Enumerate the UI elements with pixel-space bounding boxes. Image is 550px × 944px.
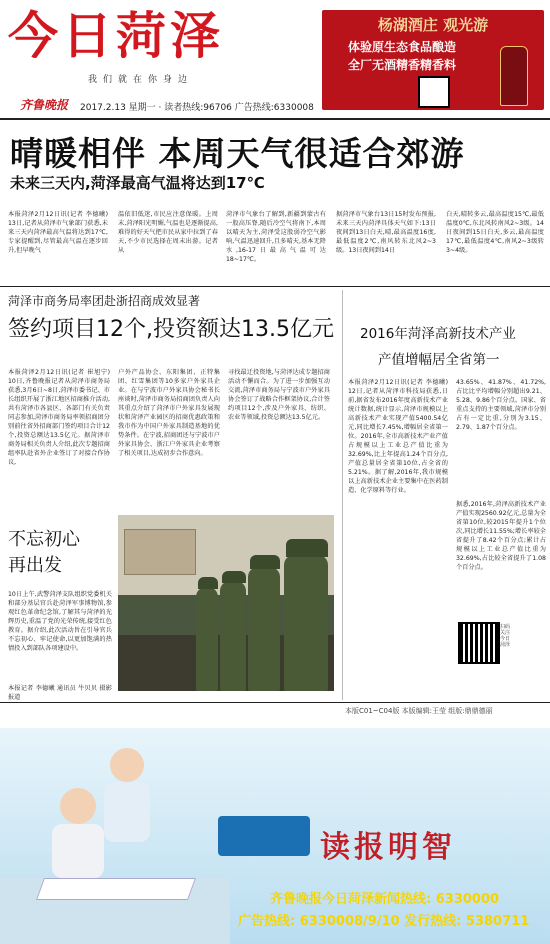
brand-logo: 齐鲁晚报 [20, 98, 69, 112]
photo-display-case [124, 529, 196, 575]
top-ad-title: 杨湖酒庄 观光游 [377, 16, 489, 34]
wine-bottle-icon [500, 46, 528, 106]
story4-headline-line1[interactable]: 不忘初心 [8, 529, 80, 550]
child-figure [60, 788, 96, 824]
lead-col-5: 白天,晴转多云,最高温度15℃,最低温度0℃,东北风转南风2~3级。14日夜间到15日白天,多云,最高温度17℃,最低温度4℃,南风2~3级转3~4级。 [446, 211, 544, 254]
story3-col-1: 本报菏泽2月12日讯(记者 李德曦) 12日,记者从菏泽市科技局获悉,日前,据省发布2016年度高新技术产业统计数据,统计显示,菏泽市规模以上高新技术产业实现产值5400.54亿元,同比增长7.45%,增幅居全省第一位。2016年,全市高新技术产业产值占规模以上工业总产值比重为32.69%,比上年提高1.24个百分点,产值总量居全省第10位,占全省的5.21%。据了解,2016年,我市规模以上高新技术企业主要集中在医药制造、化学原料等行业。 [348, 379, 448, 494]
divider [0, 286, 550, 287]
top-ad-line1: 体验原生态食品酿造 [347, 40, 456, 54]
masthead [0, 0, 550, 120]
top-advertisement[interactable] [322, 10, 544, 110]
lead-col-4: 据菏泽市气象台13日15时发布预报,未来三天内菏泽具体天气如下:13日夜间到13日白天,晴,最高温度16度,最低温度2℃,南风转东北风2~3级。13日夜间到14日 [336, 211, 436, 254]
story3-col-3: 据悉,2016年,菏泽高新技术产业产值实现2560.92亿元,总量为全省第10位,较2015年提升1个位次,同比增长11.55%;增长率较全省提升了8.42个百分点;累计占规模以上工业总产值比重为32.69%,占比较全省提升了1.08个百分点。 [456, 501, 546, 571]
ad-news-hotline: 齐鲁晚报今日菏泽新闻热线: 6330000 [270, 892, 500, 907]
lead-headline[interactable]: 晴暖相伴 本周天气很适合郊游 [10, 134, 465, 173]
story3-col-2: 43.65%、41.87%、41.72%,占比比平均增幅分别超出9.21、5.28、9.86个百分点。国家、省重点支持的主要领域,菏泽市分别占有一定比重,分别为3.15、2.79、1.87个百分点。 [456, 379, 546, 431]
divider [0, 702, 550, 703]
qr-code-icon[interactable] [458, 622, 500, 664]
masthead-slogan: 我们就在你身边 [88, 75, 194, 85]
soldier-cap [222, 571, 246, 583]
ad-speech-tag [218, 816, 310, 856]
story2-col-1: 本报菏泽2月12日讯(记者 崔旭宁) 10日,齐鲁晚报记者从菏泽市商务局获悉,3月6日~8日,菏泽市委书记、市长组织开展了浙江地区招商推介活动,共有菏泽市各县区、各部门有关负责同志参加,菏泽市商务局率领招商团分别前往省外招商部门签约项目合计12个,投资总额达13.5亿元。据菏泽市商务局相关负责人介绍,此次专题招商组率队赴省外企业签订了对接合作协议, [8, 369, 110, 466]
bottom-advertisement[interactable] [0, 728, 550, 944]
lead-subhead: 未来三天内,菏泽最高气温将达到17℃ [10, 174, 265, 192]
open-book-icon [36, 878, 196, 900]
story2-col-2: 户外产品协会、东阳集团、正特集团、红雪集团等10多家户外家具企业。在与宁波市户外家具协会秘书长座谈时,菏泽市商务局招商团负责人向其重点介绍了菏泽市户外家具发展现状和菏泽产业园区的招商优惠政策和我市作为中国户外家具制造基地的优势条件。在宁波,招商团还与宁波市户外家具协会、浙江户外家具企业考察了相关项目,达成初步合作意向。 [118, 369, 220, 457]
story4-headline-line2[interactable]: 再出发 [8, 555, 62, 576]
story2-headline[interactable]: 签约项目12个,投资额达13.5亿元 [8, 317, 334, 342]
soldiers-photo [118, 515, 334, 691]
story4-text: 10日上午,武警菏泽支队组织党委机关和部分基层官兵赴菏泽军事博物馆,参观红色革命纪念馆,了解其与菏泽的光辉历史,重温了党的光荣传统,接受红色教育。据介绍,此次活动旨在引导官兵不忘初心、牢记使命,以更加饱满的热情投入到部队各项建设中。 [8, 591, 112, 652]
qr-caption: 扫码关注今日菏泽 [500, 624, 511, 648]
page-info: 本版C01~C04版 本版编辑:王莹 组版:鼎鼎德丽 [345, 707, 493, 715]
story3-headline-line1[interactable]: 2016年菏泽高新技术产业 [360, 326, 516, 342]
soldier-cap [250, 555, 280, 569]
divider [0, 118, 550, 120]
ad-slogan: 读报明智 [320, 830, 456, 865]
soldier-cap [198, 577, 218, 589]
soldier-figure [196, 587, 218, 691]
story3-headline-line2[interactable]: 产值增幅居全省第一 [378, 352, 500, 368]
ad-hotlines: 广告热线: 6330008/9/10 发行热线: 5380711 [238, 914, 530, 929]
child-clothing [52, 824, 104, 878]
soldier-figure [248, 567, 280, 691]
soldier-figure [284, 555, 328, 691]
story2-kicker: 菏泽市商务局率团赴浙招商成效显著 [8, 294, 201, 308]
soldier-figure [220, 581, 246, 691]
issue-info: 2017.2.13 星期一 · 读者热线:96706 广告热线:6330008 [80, 103, 314, 113]
child-figure [110, 748, 144, 782]
lead-col-3: 菏泽市气象台了解到,新疆到蒙古有一股高压脊,随后冷空气将南下,本周以晴天为主,菏泽受这股弱冷空气影响,气温迅速回升,且多晴天,基本无降水,16-17日最高气温可达18~17℃。 [226, 211, 326, 263]
lead-col-2: 温依旧低迷,市民应注意保暖。上周末,菏泽阳光明媚,气温也是逐渐提高,难得的好天气把市民从家中拉到了春天,不少市民选择在周末出游。记者从 [118, 211, 218, 254]
story2-col-3: 寻找最迁投资地,与菏泽达成专题招商活动不懈而合。为了进一步加强互动交流,菏泽市商务局与宁波市户外家具协会签订了战略合作框架协议,合计签约项目12个,涉及户外家具、纺织、农业等领域,投资总额达13.5亿元。 [228, 369, 330, 421]
soldier-cap [286, 539, 328, 557]
story4-byline: 本报记者 李德曦 通讯员 牛贝贝 摄影报道 [8, 685, 112, 701]
lead-col-1: 本报菏泽2月12日讯(记者 李德曦) 13日,记者从菏泽市气象部门获悉,未来三天内菏泽最高气温将达到17℃,专家提醒到,尽管最高气温在逐步回升,但早晚气 [8, 211, 108, 254]
top-ad-line2: 全厂无酒精香精香料 [347, 58, 456, 72]
column-divider [342, 290, 343, 700]
child-clothing [104, 782, 150, 842]
masthead-title: 今日菏泽 [8, 7, 224, 65]
top-ad-qr-icon [418, 76, 450, 108]
